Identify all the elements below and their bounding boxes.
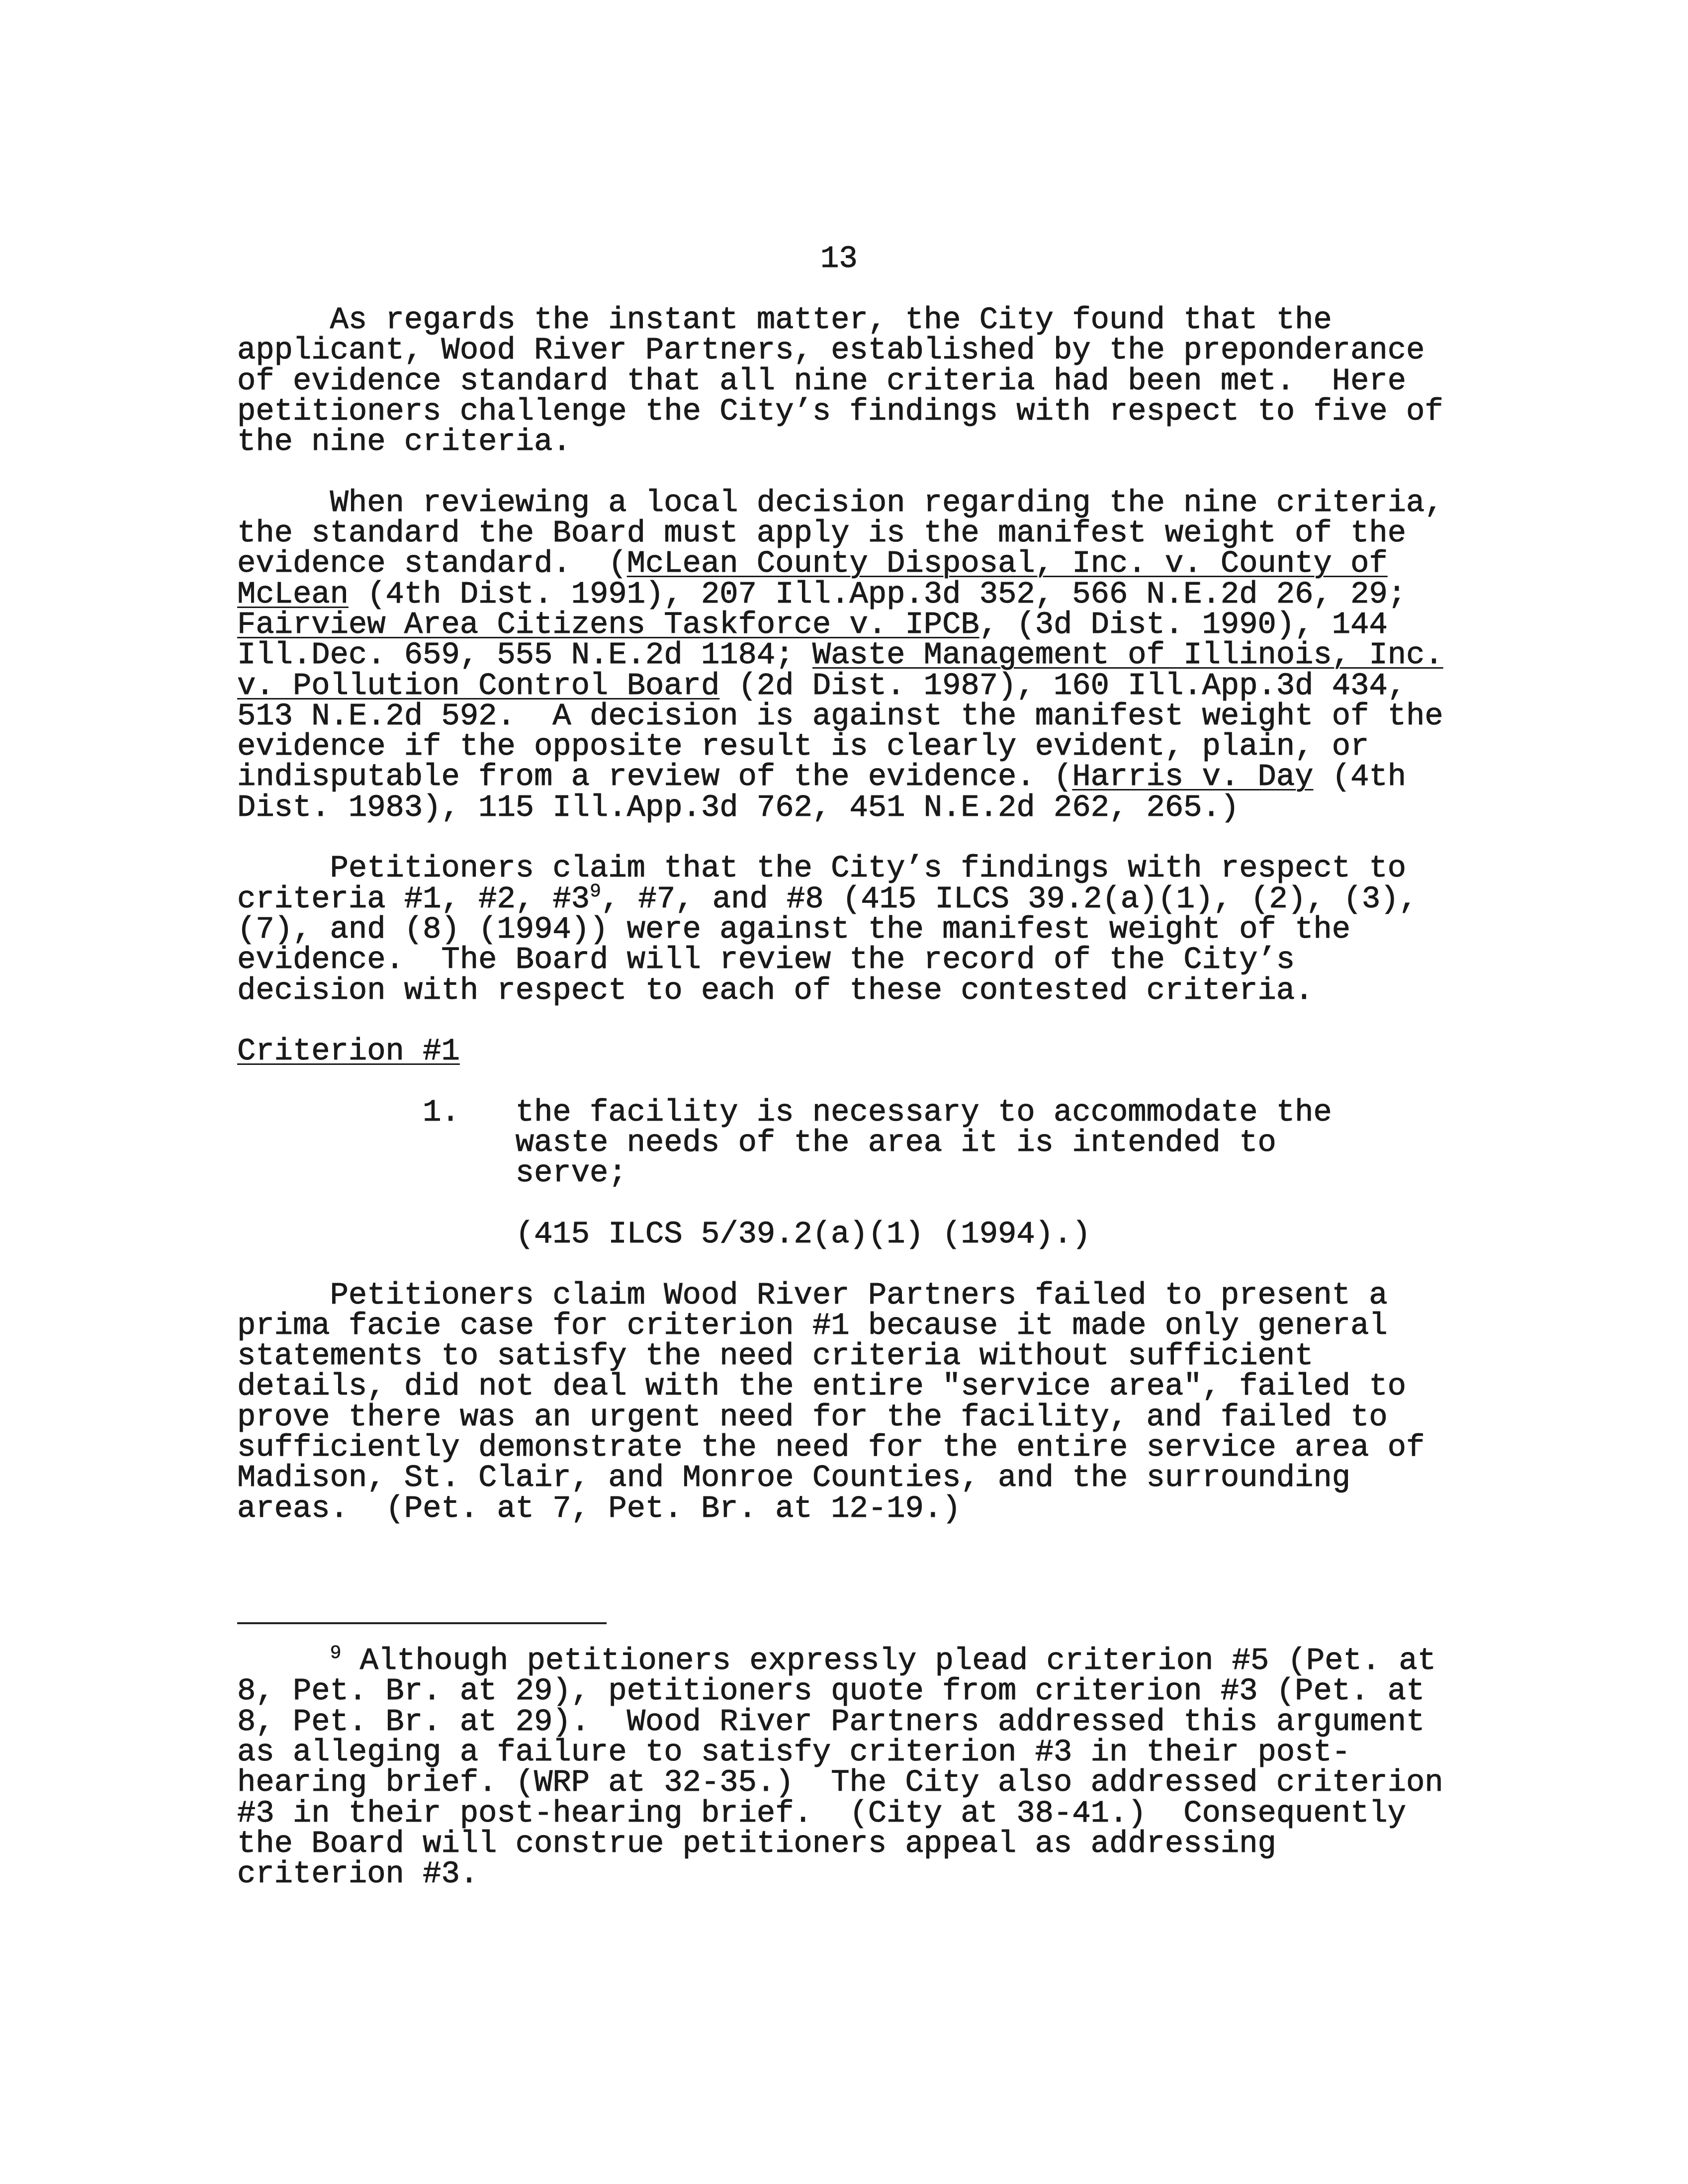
criterion-heading <box>237 1034 460 1069</box>
text-line: of evidence standard that all nine criteria had been met. Here <box>237 363 1407 399</box>
criterion-heading-text: Criterion #1 <box>237 1034 460 1069</box>
text-line: evidence. The Board will review the record of the City’s <box>237 942 1295 978</box>
text-segment: evidence standard. ( <box>237 546 627 582</box>
text-line: serve; <box>515 1155 627 1191</box>
text-line <box>237 546 1443 582</box>
text-line: sufficiently demonstrate the need for the entire service area of <box>237 1430 1425 1466</box>
underlined-citation: McLean <box>237 576 349 612</box>
text-line: details, did not deal with the entire "service area", failed to <box>237 1369 1407 1404</box>
text-line: areas. (Pet. at 7, Pet. Br. at 12-19.) <box>237 1490 961 1526</box>
text-line <box>237 1643 1443 1679</box>
text-line: 8, Pet. Br. at 29), petitioners quote from criterion #3 (Pet. at <box>237 1673 1425 1709</box>
criterion-text <box>515 1094 1332 1191</box>
text-segment: (4th Dist. 1991), 207 Ill.App.3d 352, 566 N.E.2d 26, 29; <box>348 576 1407 612</box>
text-line: as alleging a failure to satisfy criterion #3 in their post- <box>237 1735 1351 1770</box>
statute-citation: (415 ILCS 5/39.2(a)(1) (1994).) <box>515 1217 1091 1252</box>
footnote-marker: 9 <box>330 1643 342 1664</box>
contested-criteria-paragraph <box>237 851 1418 1008</box>
text-line: criterion #3. <box>237 1856 479 1892</box>
text-line: 513 N.E.2d 592. A decision is against the manifest weight of the <box>237 698 1443 734</box>
text-segment: indisputable from a review of the evidence. ( <box>237 759 1072 795</box>
text-line: applicant, Wood River Partners, established by the preponderance <box>237 333 1425 368</box>
text-segment: , (3d Dist. 1990), 144 <box>979 607 1388 642</box>
text-line <box>237 668 1443 703</box>
text-segment: Although petitioners expressly plead criterion #5 (Pet. at <box>341 1643 1436 1679</box>
footnote-marker: 9 <box>590 880 601 902</box>
text-line: the nine criteria. <box>237 424 571 460</box>
criterion-number: 1. <box>423 1094 460 1130</box>
petitioners-claim-paragraph <box>237 1277 1425 1526</box>
text-line: evidence if the opposite result is clearly evident, plain, or <box>237 729 1369 765</box>
text-line: (7), and (8) (1994)) were against the manifest weight of the <box>237 911 1351 947</box>
underlined-citation: Waste Management of Illinois, Inc. <box>812 637 1443 673</box>
text-line: 8, Pet. Br. at 29). Wood River Partners addressed this argument <box>237 1704 1425 1740</box>
text-line: prove there was an urgent need for the facility, and failed to <box>237 1399 1388 1435</box>
page-number: 13 <box>820 241 858 276</box>
text-line: Petitioners claim Wood River Partners failed to present a <box>330 1277 1388 1313</box>
footnote-separator <box>237 1622 607 1624</box>
text-segment: , #7, and #8 (415 ILCS 39.2(a)(1), (2), (3), <box>601 881 1418 917</box>
text-line <box>237 576 1443 612</box>
text-line: the Board will construe petitioners appeal as addressing <box>237 1826 1276 1861</box>
text-line <box>237 607 1443 642</box>
footnote-9 <box>237 1643 1443 1892</box>
text-line: decision with respect to each of these contested criteria. <box>237 972 1314 1008</box>
underlined-citation: McLean County Disposal, Inc. v. County of <box>626 546 1388 582</box>
underlined-citation: Harris v. Day <box>1072 759 1314 795</box>
text-line: As regards the instant matter, the City found that the <box>330 302 1332 338</box>
text-line: Dist. 1983), 115 Ill.App.3d 762, 451 N.E.2d 262, 265.) <box>237 789 1240 825</box>
text-segment: criteria #1, #2, #3 <box>237 881 590 917</box>
text-line: the facility is necessary to accommodate the <box>515 1094 1332 1130</box>
text-line: prima facie case for criterion #1 because it made only general <box>237 1308 1388 1343</box>
text-segment: (4th <box>1313 759 1407 795</box>
text-line: statements to satisfy the need criteria without sufficient <box>237 1338 1314 1374</box>
text-line: the standard the Board must apply is the manifest weight of the <box>237 516 1407 551</box>
text-line: hearing brief. (WRP at 32-35.) The City also addressed criterion <box>237 1765 1443 1801</box>
text-line: Petitioners claim that the City’s findings with respect to <box>330 851 1407 886</box>
text-line <box>237 880 1418 917</box>
text-line: petitioners challenge the City’s findings with respect to five of <box>237 393 1443 429</box>
text-line: waste needs of the area it is intended to <box>515 1125 1276 1161</box>
underlined-citation: Fairview Area Citizens Taskforce v. IPCB <box>237 607 979 642</box>
text-line: #3 in their post-hearing brief. (City at 38-41.) Consequently <box>237 1795 1407 1831</box>
standard-of-review-paragraph <box>237 485 1443 825</box>
underlined-citation: v. Pollution Control Board <box>237 668 720 703</box>
intro-paragraph <box>237 302 1443 460</box>
text-line <box>237 637 1443 673</box>
text-segment: Ill.Dec. 659, 555 N.E.2d 1184; <box>237 637 812 673</box>
text-line: When reviewing a local decision regarding the nine criteria, <box>330 485 1443 521</box>
text-line <box>237 759 1443 795</box>
text-segment: (2d Dist. 1987), 160 Ill.App.3d 434, <box>719 668 1407 703</box>
text-line: Madison, St. Clair, and Monroe Counties, and the surrounding <box>237 1460 1351 1496</box>
